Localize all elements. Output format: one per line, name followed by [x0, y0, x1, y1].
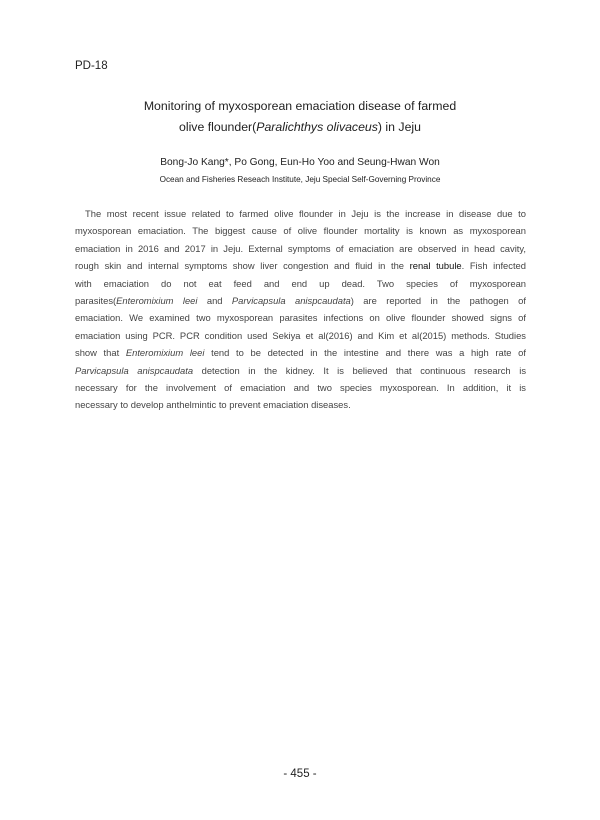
abstract-text: rough skin and internal symptoms show liver congestion and fluid in the [75, 260, 410, 272]
title-line-1: Monitoring of myxosporean emaciation disease of farmed [143, 99, 457, 113]
abstract-line: emaciation. We examined two myxosporean parasites infections on olive flounder showed signs of [75, 312, 526, 324]
abstract-line: myxosporean emaciation. The biggest cause of olive flounder mortality is known as myxosporean [75, 225, 526, 237]
abstract-line: emaciation in 2016 and 2017 in Jeju. External symptoms of emaciation are observed in head cavity, [75, 242, 526, 254]
abstract-line [75, 344, 526, 361]
abstract-text: tend to be detected in the intestine and there was a high rate of [204, 347, 526, 359]
abstract-text: . Fish infected [461, 260, 526, 272]
abstract-line [75, 292, 526, 309]
abstract-line: with emaciation do not eat feed and end up dead. Two species of myxosporean [75, 277, 526, 289]
abstract-text: ) are reported in the pathogen of [350, 294, 526, 306]
abstract-line: necessary to develop anthelmintic to prevent emaciation diseases. [75, 399, 351, 411]
abstract-line: emaciation using PCR. PCR condition used Sekiya et al(2016) and Kim et al(2015) methods. Studies [75, 329, 526, 341]
species-italic: Enteromixium leei [116, 294, 198, 306]
abstract-line: necessary for the involvement of emaciation and two species myxosporean. In addition, it is [75, 381, 526, 393]
abstract-line: The most recent issue related to farmed olive flounder in Jeju is the increase in disease due to [85, 208, 526, 219]
abstract-body [75, 205, 526, 414]
affiliation: Ocean and Fisheries Reseach Institute, Jeju Special Self-Governing Province [159, 175, 441, 184]
abstract-term: renal tubule [409, 260, 462, 272]
species-italic: Parvicapsula anispcaudata [231, 294, 351, 306]
species-italic: Enteromixium leei [125, 347, 205, 359]
abstract-line [75, 362, 526, 379]
abstract-line [75, 257, 526, 274]
page-number: - 455 - [283, 768, 317, 780]
paper-title [60, 96, 540, 138]
species-name-italic: Paralichthys olivaceus [256, 120, 378, 134]
abstract-code: PD-18 [75, 60, 108, 72]
title-line-2-pre: olive flounder( [179, 120, 257, 134]
author-list: Bong-Jo Kang*, Po Gong, Eun-Ho Yoo and Seung-Hwan Won [160, 157, 440, 168]
abstract-text: and [197, 294, 232, 306]
abstract-text: parasites( [75, 294, 117, 306]
abstract-text: show that [75, 347, 126, 359]
abstract-text: detection in the kidney. It is believed that continuous research is [193, 364, 526, 376]
title-line-2-post: ) in Jeju [377, 120, 421, 134]
title-line-2 [60, 117, 540, 138]
species-italic: Parvicapsula anispcaudata [75, 364, 194, 376]
